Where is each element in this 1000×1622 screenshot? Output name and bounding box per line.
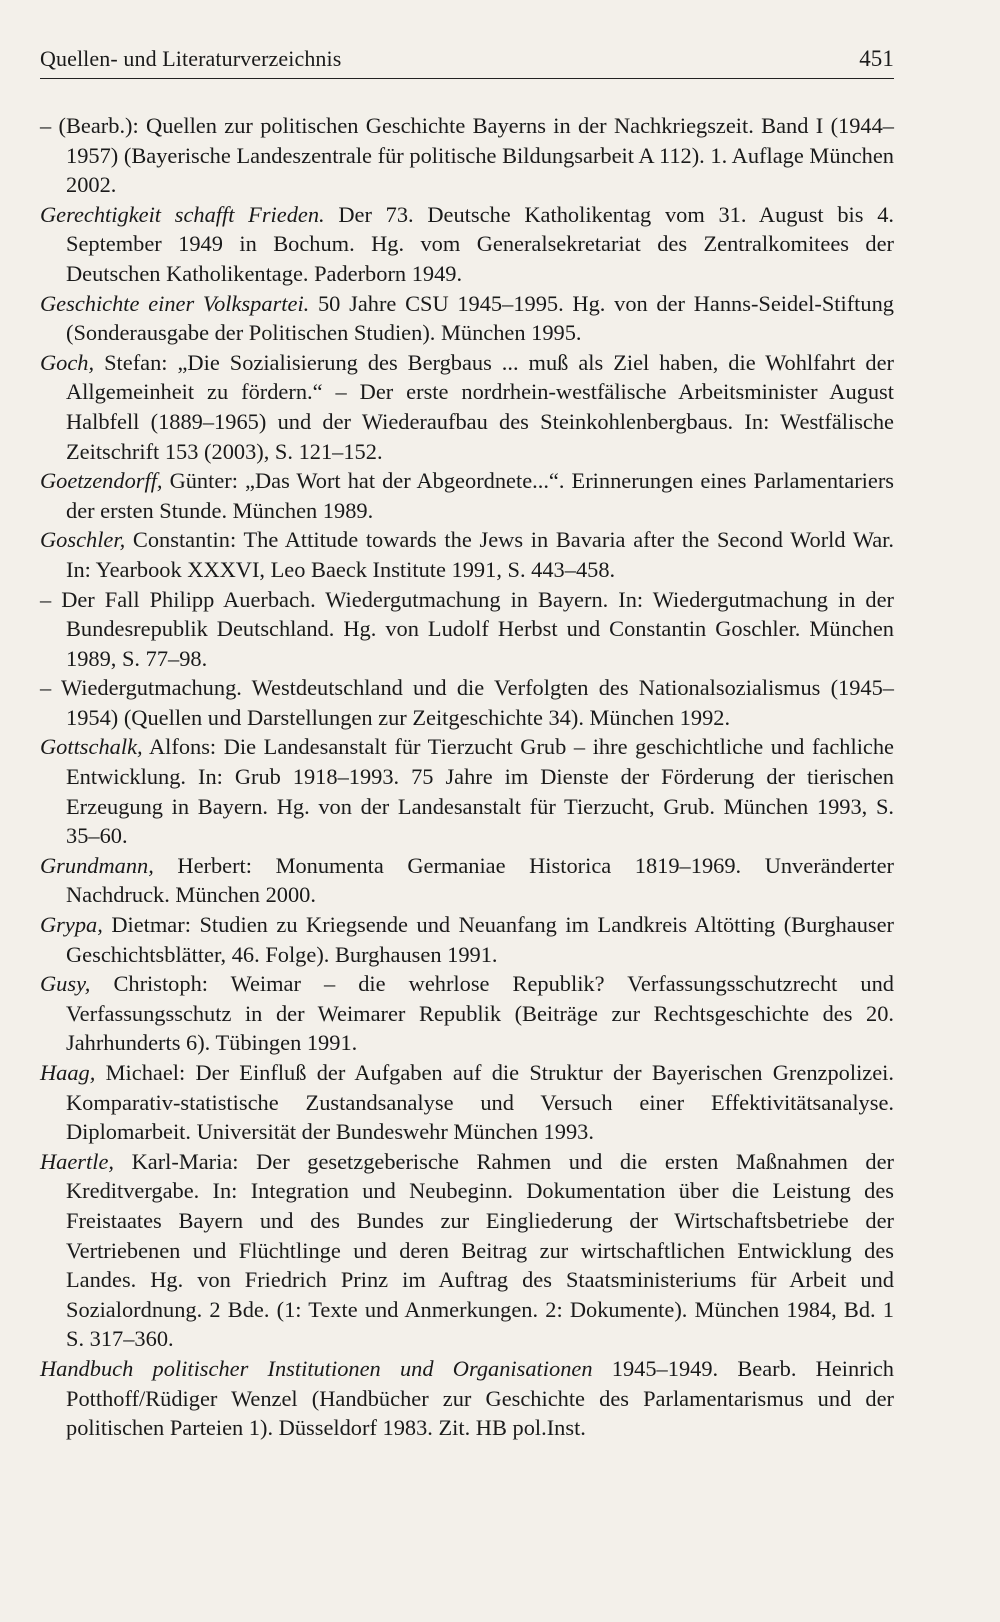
bibliography-entry: Handbuch politischer Institutionen und Organisationen 1945–1949. Bearb. Heinrich Potthoff/Rüdiger Wenzel (Handbücher zur Geschichte des Parlamentarismus und der politischen Parteien 1). Düsseldorf 1983. Zit. HB pol.Inst. <box>40 1355 895 1441</box>
bibliography-entry: Grundmann, Herbert: Monumenta Germaniae Historica 1819–1969. Unveränderter Nachdruck. München 2000. <box>40 852 894 908</box>
bibliography-entry: Gerechtigkeit schafft Frieden. Der 73. Deutsche Katholikentag vom 31. August bis 4. September 1949 in Bochum. Hg. vom Generalsekretariat des Zentralkomitees der Deutschen Katholikentage. Paderborn 1949. <box>40 201 894 286</box>
bibliography-entry: Goetzendorff, Günter: „Das Wort hat der Abgeordnete...“. Erinnerungen eines Parlamentariers der ersten Stunde. München 1989. <box>40 468 894 523</box>
bibliography-entry: Goschler, Constantin: The Attitude towards the Jews in Bavaria after the Second World War. In: Yearbook XXXVI, Leo Baeck Institute 1991, S. 443–458. <box>40 527 894 582</box>
bibliography-entry: – Der Fall Philipp Auerbach. Wiedergutmachung in Bayern. In: Wiedergutmachung in der Bundesrepublik Deutschland. Hg. von Ludolf Herbst und Constantin Goschler. München 1989, S. 77–98. <box>40 586 894 671</box>
bibliography-entry: Gusy, Christoph: Weimar – die wehrlose Republik? Verfassungsschutzrecht und Verfassungsschutz in der Weimarer Republik (Beiträge zur Rechtsgeschichte des 20. Jahrhunderts 6). Tübingen 1991. <box>40 971 894 1056</box>
bibliography-entry: – (Bearb.): Quellen zur politischen Geschichte Bayerns in der Nachkriegszeit. Band I (1944–1957) (Bayerische Landeszentrale für politische Bildungsarbeit A 112). 1. Auflage München 2002. <box>40 113 894 198</box>
bibliography-entry: – Wiedergutmachung. Westdeutschland und die Verfolgten des Nationalsozialismus (1945–1954) (Quellen und Darstellungen zur Zeitgeschichte 34). München 1992. <box>40 675 894 730</box>
bibliography-entry: Geschichte einer Volkspartei. 50 Jahre CSU 1945–1995. Hg. von der Hanns-Seidel-Stiftung (Sonderausgabe der Politischen Studien). München 1995. <box>40 290 894 346</box>
bibliography-entry: Goch, Stefan: „Die Sozialisierung des Bergbaus ... muß als Ziel haben, die Wohlfahrt der Allgemeinheit zu fördern.“ – Der erste nordrhein-westfälische Arbeitsminister August Halbfell (1889–1965) und der Wiederaufbau des Steinkohlenbergbaus. In: Westfälische Zeitschrift 153 (2003), S. 121–152. <box>40 349 894 464</box>
bibliography-list <box>40 111 894 1443</box>
page-number: 451 <box>859 46 894 71</box>
running-header <box>40 46 894 79</box>
bibliography-entry: Haertle, Karl-Maria: Der gesetzgeberische Rahmen und die ersten Maßnahmen der Kreditvergabe. In: Integration und Neubeginn. Dokumentation über die Leistung des Freistaates Bayern und des Bundes zur Eingliederung der Wirtschaftsbetriebe der Vertriebenen und Flüchtlinge und deren Beitrag zur wirtschaftlichen Entwicklung des Landes. Hg. von Friedrich Prinz im Auftrag des Staatsministeriums für Arbeit und Sozialordnung. 2 Bde. (1: Texte und Anmerkungen. 2: Dokumente). München 1984, Bd. 1 S. 317–360. <box>40 1148 894 1352</box>
bibliography-entry: Grypa, Dietmar: Studien zu Kriegsende und Neuanfang im Landkreis Altötting (Burghauser Geschichtsblätter, 46. Folge). Burghausen 1991. <box>40 912 894 967</box>
bibliography-entry: Haag, Michael: Der Einfluß der Aufgaben auf die Struktur der Bayerischen Grenzpolizei. Komparativ-statistische Zustandsanalyse und Versuch einer Effektivitätsanalyse. Diplomarbeit. Universität der Bundeswehr München 1993. <box>40 1060 894 1145</box>
running-title: Quellen- und Literaturverzeichnis <box>40 46 342 71</box>
bibliography-entry: Gottschalk, Alfons: Die Landesanstalt für Tierzucht Grub – ihre geschichtliche und fachliche Entwicklung. In: Grub 1918–1993. 75 Jahre im Dienste der Förderung der tierischen Erzeugung in Bayern. Hg. von der Landesanstalt für Tierzucht, Grub. München 1993, S. 35–60. <box>40 734 894 849</box>
